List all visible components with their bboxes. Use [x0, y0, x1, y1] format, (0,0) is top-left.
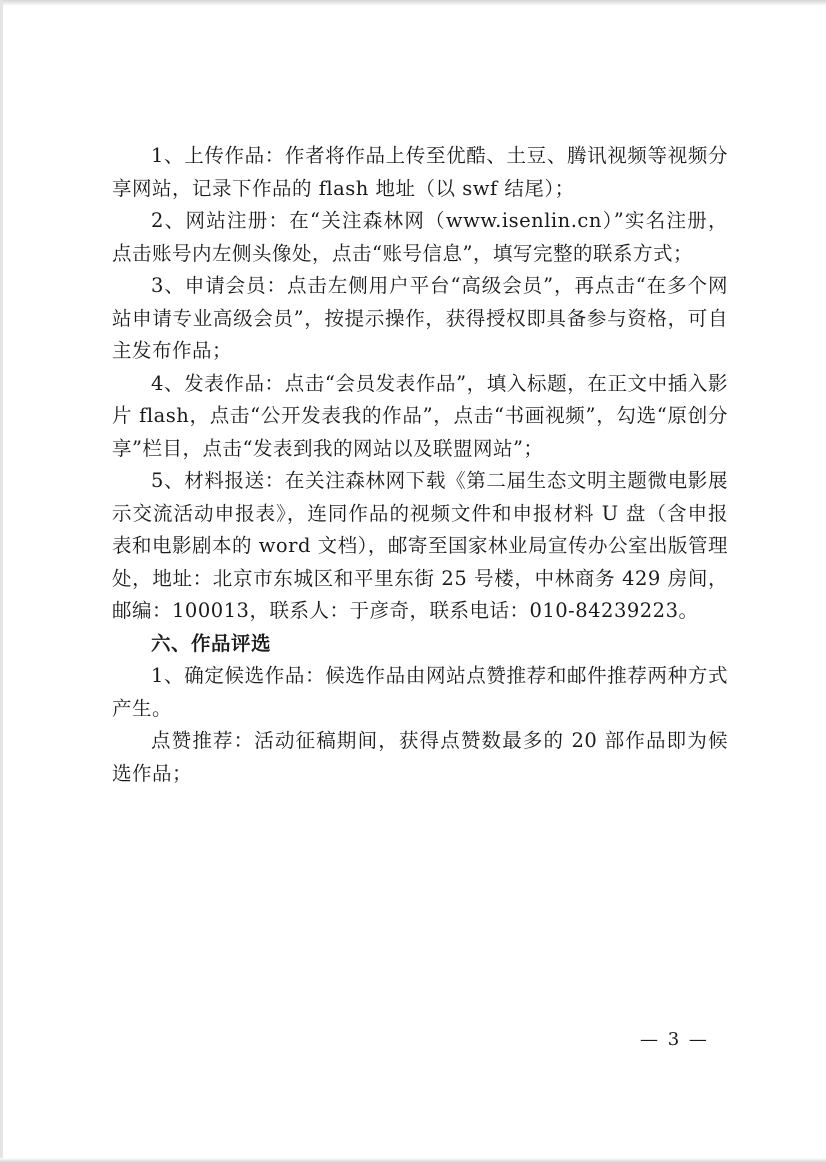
paragraph-website-registration: 2、网站注册：在“关注森林网（www.isenlin.cn）”实名注册，点击账号内左侧头像处，点击“账号信息”，填写完整的联系方式； [112, 209, 728, 265]
page-number: — 3 — [640, 1029, 709, 1050]
paragraph-submit-materials: 5、材料报送：在关注森林网下载《第二届生态文明主题微电影展示交流活动申报表》，连同作品的视频文件和申报材料 U 盘（含申报表和电影剧本的 word 文档），邮寄至国家林业局宣传办公室出版管理处，地址：北京市东城区和平里东街 25 号楼，中林商务 429 房间，邮编：100013，联系人：于彦奇，联系电话：010-84239223。 [112, 469, 728, 622]
scan-edge-top [0, 0, 826, 6]
paragraph-candidate-works: 1、确定候选作品：候选作品由网站点赞推荐和邮件推荐两种方式产生。 [112, 664, 728, 720]
document-body [112, 140, 728, 790]
paragraph-publish-work: 4、发表作品：点击“会员发表作品”，填入标题，在正文中插入影片 flash，点击“公开发表我的作品”，点击“书画视频”，勾选“原创分享”栏目，点击“发表到我的网站以及联盟网站”； [112, 371, 728, 460]
scan-edge-left [0, 0, 3, 1163]
paragraph-apply-membership: 3、申请会员：点击左侧用户平台“高级会员”，再点击“在多个网站申请专业高级会员”，按提示操作，获得授权即具备参与资格，可自主发布作品； [112, 274, 728, 362]
scan-edge-bottom [0, 1158, 826, 1163]
paragraph-upload-work: 1、上传作品：作者将作品上传至优酷、土豆、腾讯视频等视频分享网站，记录下作品的 flash 地址（以 swf 结尾）； [112, 144, 728, 200]
paragraph-like-recommendation: 点赞推荐：活动征稿期间，获得点赞数最多的 20 部作品即为候选作品； [112, 729, 728, 785]
section-heading-evaluation: 六、作品评选 [151, 631, 272, 655]
